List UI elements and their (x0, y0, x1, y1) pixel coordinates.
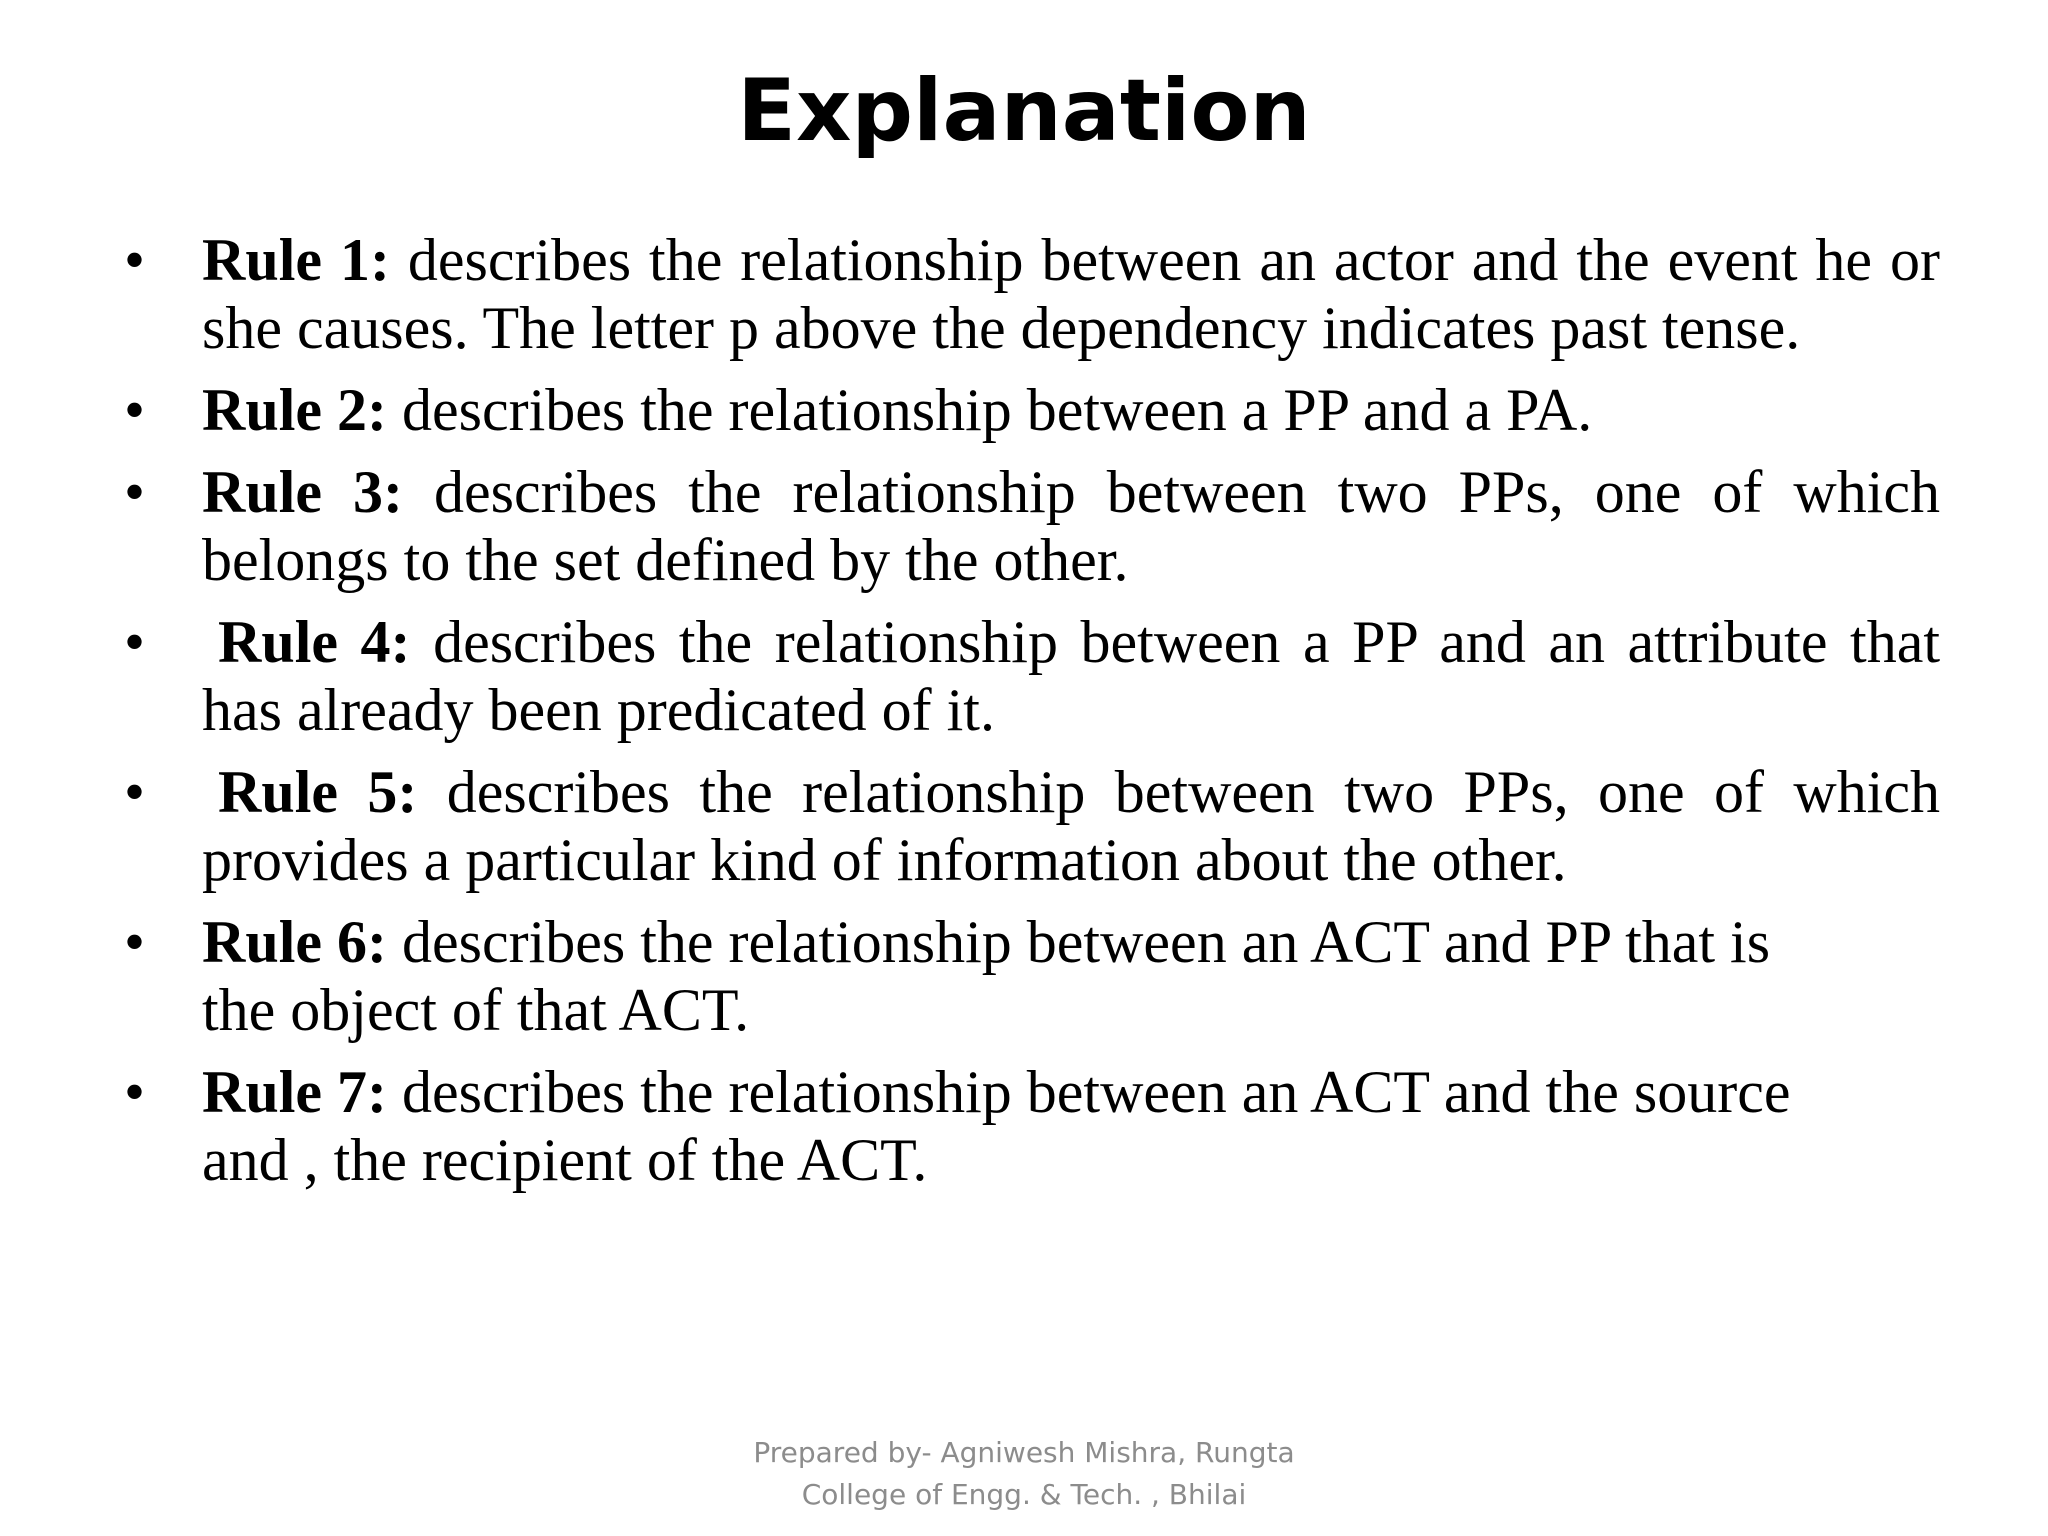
rule-item-4 (120, 608, 1940, 744)
rule-text: describes the relationship between an ACT and PP that is the object of that ACT. (202, 909, 1771, 1043)
footer-line-1: Prepared by- Agniwesh Mishra, Rungta (753, 1436, 1295, 1469)
rule-label: Rule 5: (218, 759, 418, 825)
rule-label: Rule 1: (202, 227, 390, 293)
rule-label: Rule 6: (202, 909, 387, 975)
rule-item-6 (120, 908, 1940, 1044)
rule-text: describes the relationship between two PPs, one of which provides a particular kind of information about the other. (202, 759, 1940, 893)
bullet-icon: • (124, 759, 146, 825)
rule-text: describes the relationship between an ACT and the source and , the recipient of the ACT. (202, 1059, 1791, 1193)
rule-item-3 (120, 458, 1940, 594)
bullet-icon: • (124, 1059, 146, 1125)
rule-item-7 (120, 1058, 1940, 1194)
rule-item-1 (120, 226, 1940, 362)
rule-label: Rule 4: (218, 609, 411, 675)
slide-footer (624, 1432, 1424, 1516)
rules-list (120, 226, 1940, 1208)
rule-text: describes the relationship between a PP and a PA. (386, 377, 1593, 443)
rule-text: describes the relationship between two PPs, one of which belongs to the set defined by the other. (202, 459, 1940, 593)
footer-line-2: College of Engg. & Tech. , Bhilai (801, 1478, 1247, 1511)
rule-label: Rule 7: (202, 1059, 387, 1125)
rule-item-2 (120, 376, 1940, 444)
rule-text: describes the relationship between an actor and the event he or she causes. The letter p above the dependency indicates past tense. (202, 227, 1940, 361)
rule-label: Rule 3: (202, 459, 403, 525)
slide-title: Explanation (737, 61, 1311, 161)
rule-label: Rule 2: (202, 377, 387, 443)
bullet-icon: • (124, 227, 146, 293)
rule-item-5 (120, 758, 1940, 894)
bullet-icon: • (124, 377, 146, 443)
bullet-icon: • (124, 909, 146, 975)
rule-text: describes the relationship between a PP and an attribute that has already been predicated of it. (202, 609, 1940, 743)
bullet-icon: • (124, 609, 146, 675)
bullet-icon: • (124, 459, 146, 525)
